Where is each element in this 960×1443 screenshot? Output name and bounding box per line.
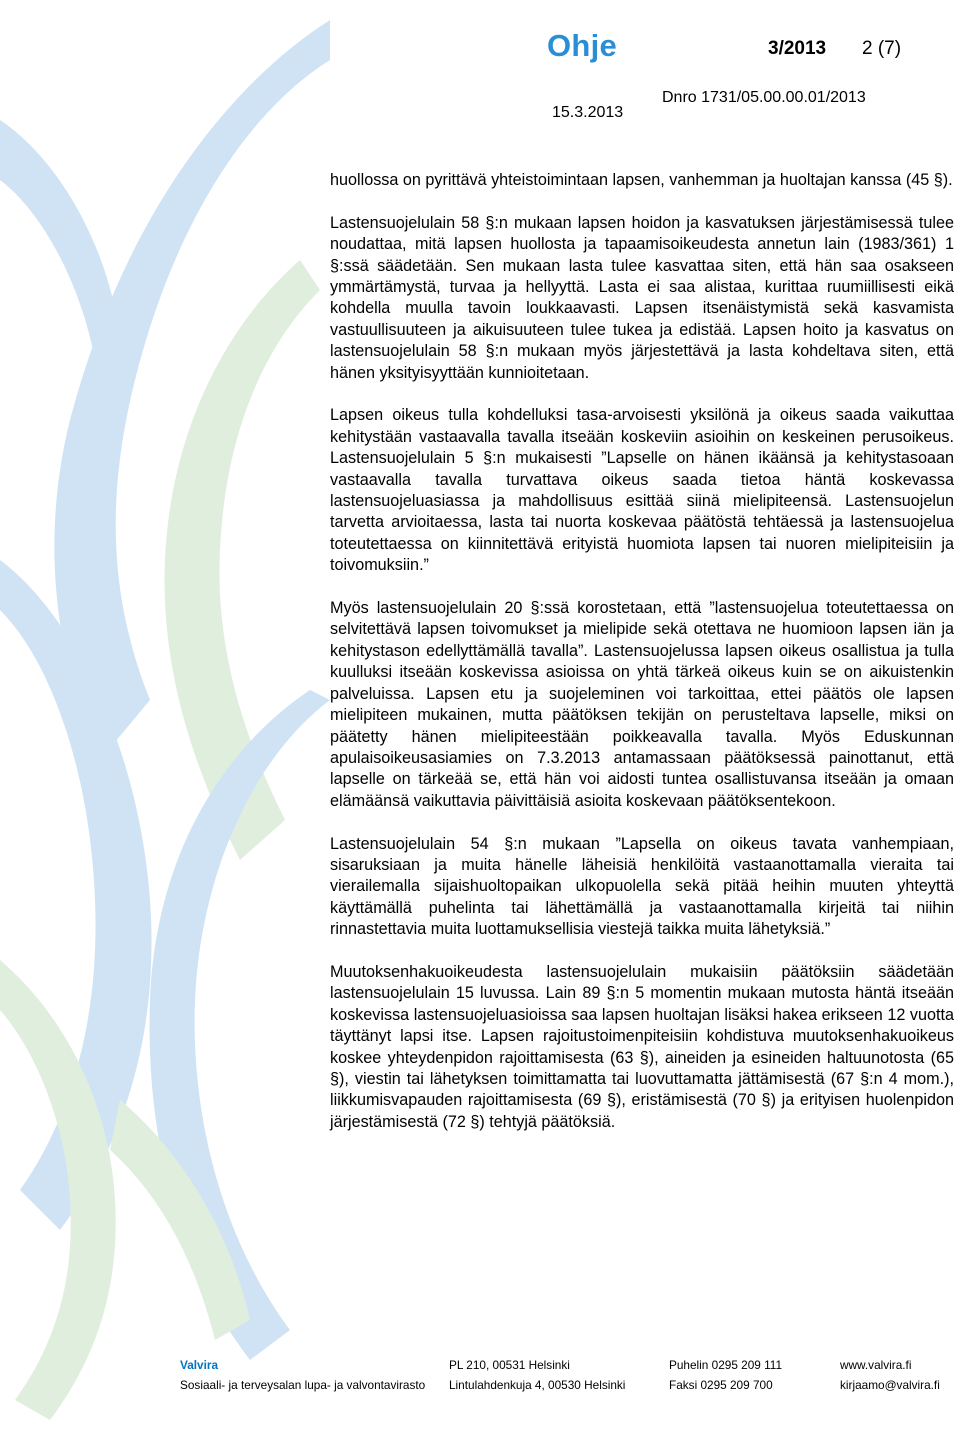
document-number: 3/2013	[768, 38, 827, 59]
paragraph: huollossa on pyrittävä yhteistoimintaan lapsen, vanhemman ja huoltajan kanssa (45 §).	[330, 171, 953, 189]
website-link[interactable]: www.valvira.fi	[840, 1358, 912, 1372]
footer-web-column	[840, 1355, 940, 1395]
fax-number: Faksi 0295 209 700	[669, 1378, 773, 1392]
street-address: Lintulahdenkuja 4, 00530 Helsinki	[449, 1378, 626, 1392]
postal-address: PL 210, 00531 Helsinki	[449, 1358, 570, 1372]
footer-org-column	[180, 1355, 425, 1395]
document-reference: Dnro 1731/05.00.00.01/2013	[662, 89, 866, 106]
document-body	[330, 170, 954, 1155]
phone-number: Puhelin 0295 209 111	[669, 1358, 783, 1372]
paragraph: Lastensuojelulain 54 §:n mukaan ”Lapsella on oikeus tavata vanhempiaan, sisaruksiaan ja muita hänelle läheisiä henkilöitä vastaanottamalla vieraita tai vierailemalla sijaishuoltopaikan ulkopuolella sekä pitää heihin muuten yhteyttä käyttämällä puhelinta tai lähettämällä ja vastaanottamalla kirjeitä tai niihin rinnastettavia muita luottamuksellisia viestejä taikka muita lähetyksiä.”	[330, 834, 954, 939]
footer-contact-column	[669, 1355, 782, 1395]
page-indicator: 2 (7)	[862, 38, 902, 59]
document-header	[0, 0, 960, 140]
paragraph: Lapsen oikeus tulla kohdelluksi tasa-arvoisesti yksilönä ja oikeus saada vaikuttaa kehitystään vastaavalla tavalla itseään koskeviin asioihin on keskeinen perusoikeus. Lastensuojelulain 5 §:n mukaisesti ”Lapselle on hänen ikäänsä ja kehitystasoaan vastaavalla tavalla turvattava oikeus saada tietoa häntä koskevassa lastensuojeluasiassa ja mahdollisuus esittää siinä mielipiteensä. Lastensuojelun tarvetta arvioitaessa, lasta tai nuorta koskevaa päätöstä tehtäessä ja lastensuojelua toteutettaessa on kiinnitettävä erityistä huomiota lapsen tai nuoren mielipiteisiin ja toivomuksiin.”	[330, 406, 954, 575]
document-footer	[0, 1355, 960, 1395]
org-name: Valvira	[180, 1358, 219, 1372]
footer-address-column	[449, 1355, 625, 1395]
document-date: 15.3.2013	[552, 104, 624, 121]
email-link[interactable]: kirjaamo@valvira.fi	[840, 1378, 940, 1392]
paragraph: Muutoksenhakuoikeudesta lastensuojelulain mukaisiin päätöksiin säädetään lastensuojelulain 15 luvussa. Lain 89 §:n 5 momentin mukaan mutosta häntä itseään koskevissa lastensuojeluasioissa saa lapsen huoltajan lisäksi hakea erikseen 12 vuotta täyttänyt lapsi itse. Lapsen rajoitustoimenpiteisiin kohdistuva muutoksenhakuoikeus koskee yhteydenpidon rajoittamisesta (63 §), aineiden ja esineiden haltuunotosta (65 §), viestin tai lähetyksen toimittamatta tai luovuttamatta jättämisestä (67 §:n 4 mom.), liikkumisvapauden rajoittamisesta (69 §), eristämisestä (70 §) ja erityisen huolenpidon järjestämisestä (72 §) tehtyjä päätöksiä.	[330, 962, 954, 1131]
paragraph: Myös lastensuojelulain 20 §:ssä korostetaan, että ”lastensuojelua toteutettaessa on selvitettävä lapsen toivomukset ja mielipide sekä otettava ne huomioon lapsen iän ja kehitystason edellyttämällä tavalla”. Lastensuojelussa lapsen oikeus osallistua ja tulla kuulluksi itseään koskevissa asioissa on yhtä tärkeä oikeus kuin se on aikuistenkin palveluissa. Lapsen etu ja suojeleminen voi tarkoittaa, ettei päätös ole lapsen mielipiteen mukainen, mutta päätöksen tekijän on perusteltava lapselle, miksi on päätetty hänen mielipiteestään poikkeavalla tavalla. Myös Eduskunnan apulaisoikeusasiamies on 7.3.2013 antamassaan päätöksessä painottanut, että lapselle on tärkeää se, että hän voi aidosti tuntea osallistuvansa itseään ja omaan elämäänsä vaikuttavia päivittäisiä asioita koskevaan päätöksentekoon.	[330, 599, 954, 810]
document-title: Ohje	[547, 28, 618, 63]
paragraph: Lastensuojelulain 58 §:n mukaan lapsen hoidon ja kasvatuksen järjestämisessä tulee noudattaa, mitä lapsen huollosta ja tapaamisoikeudesta annetun lain (1983/361) 1 §:ssä säädetään. Sen mukaan lasta tulee kasvattaa siten, että hän saa osakseen ymmärtämystä, turvaa ja hellyyttä. Lasta ei saa alistaa, kurittaa ruumiillisesti eikä kohdella muulla tavoin loukkaavasti. Lapsen itsenäistymistä sekä kasvamista vastuullisuuteen ja aikuisuuteen tulee tukea ja edistää. Lapsen hoito ja kasvatus on lastensuojelulain 58 §:n mukaan myös järjestettävä ja lasta kohdeltava siten, että hänen yksityisyyttään kunnioitetaan.	[330, 213, 954, 382]
org-full-name: Sosiaali- ja terveysalan lupa- ja valvontavirasto	[180, 1378, 426, 1392]
decorative-background-swooshes	[0, 0, 330, 1443]
